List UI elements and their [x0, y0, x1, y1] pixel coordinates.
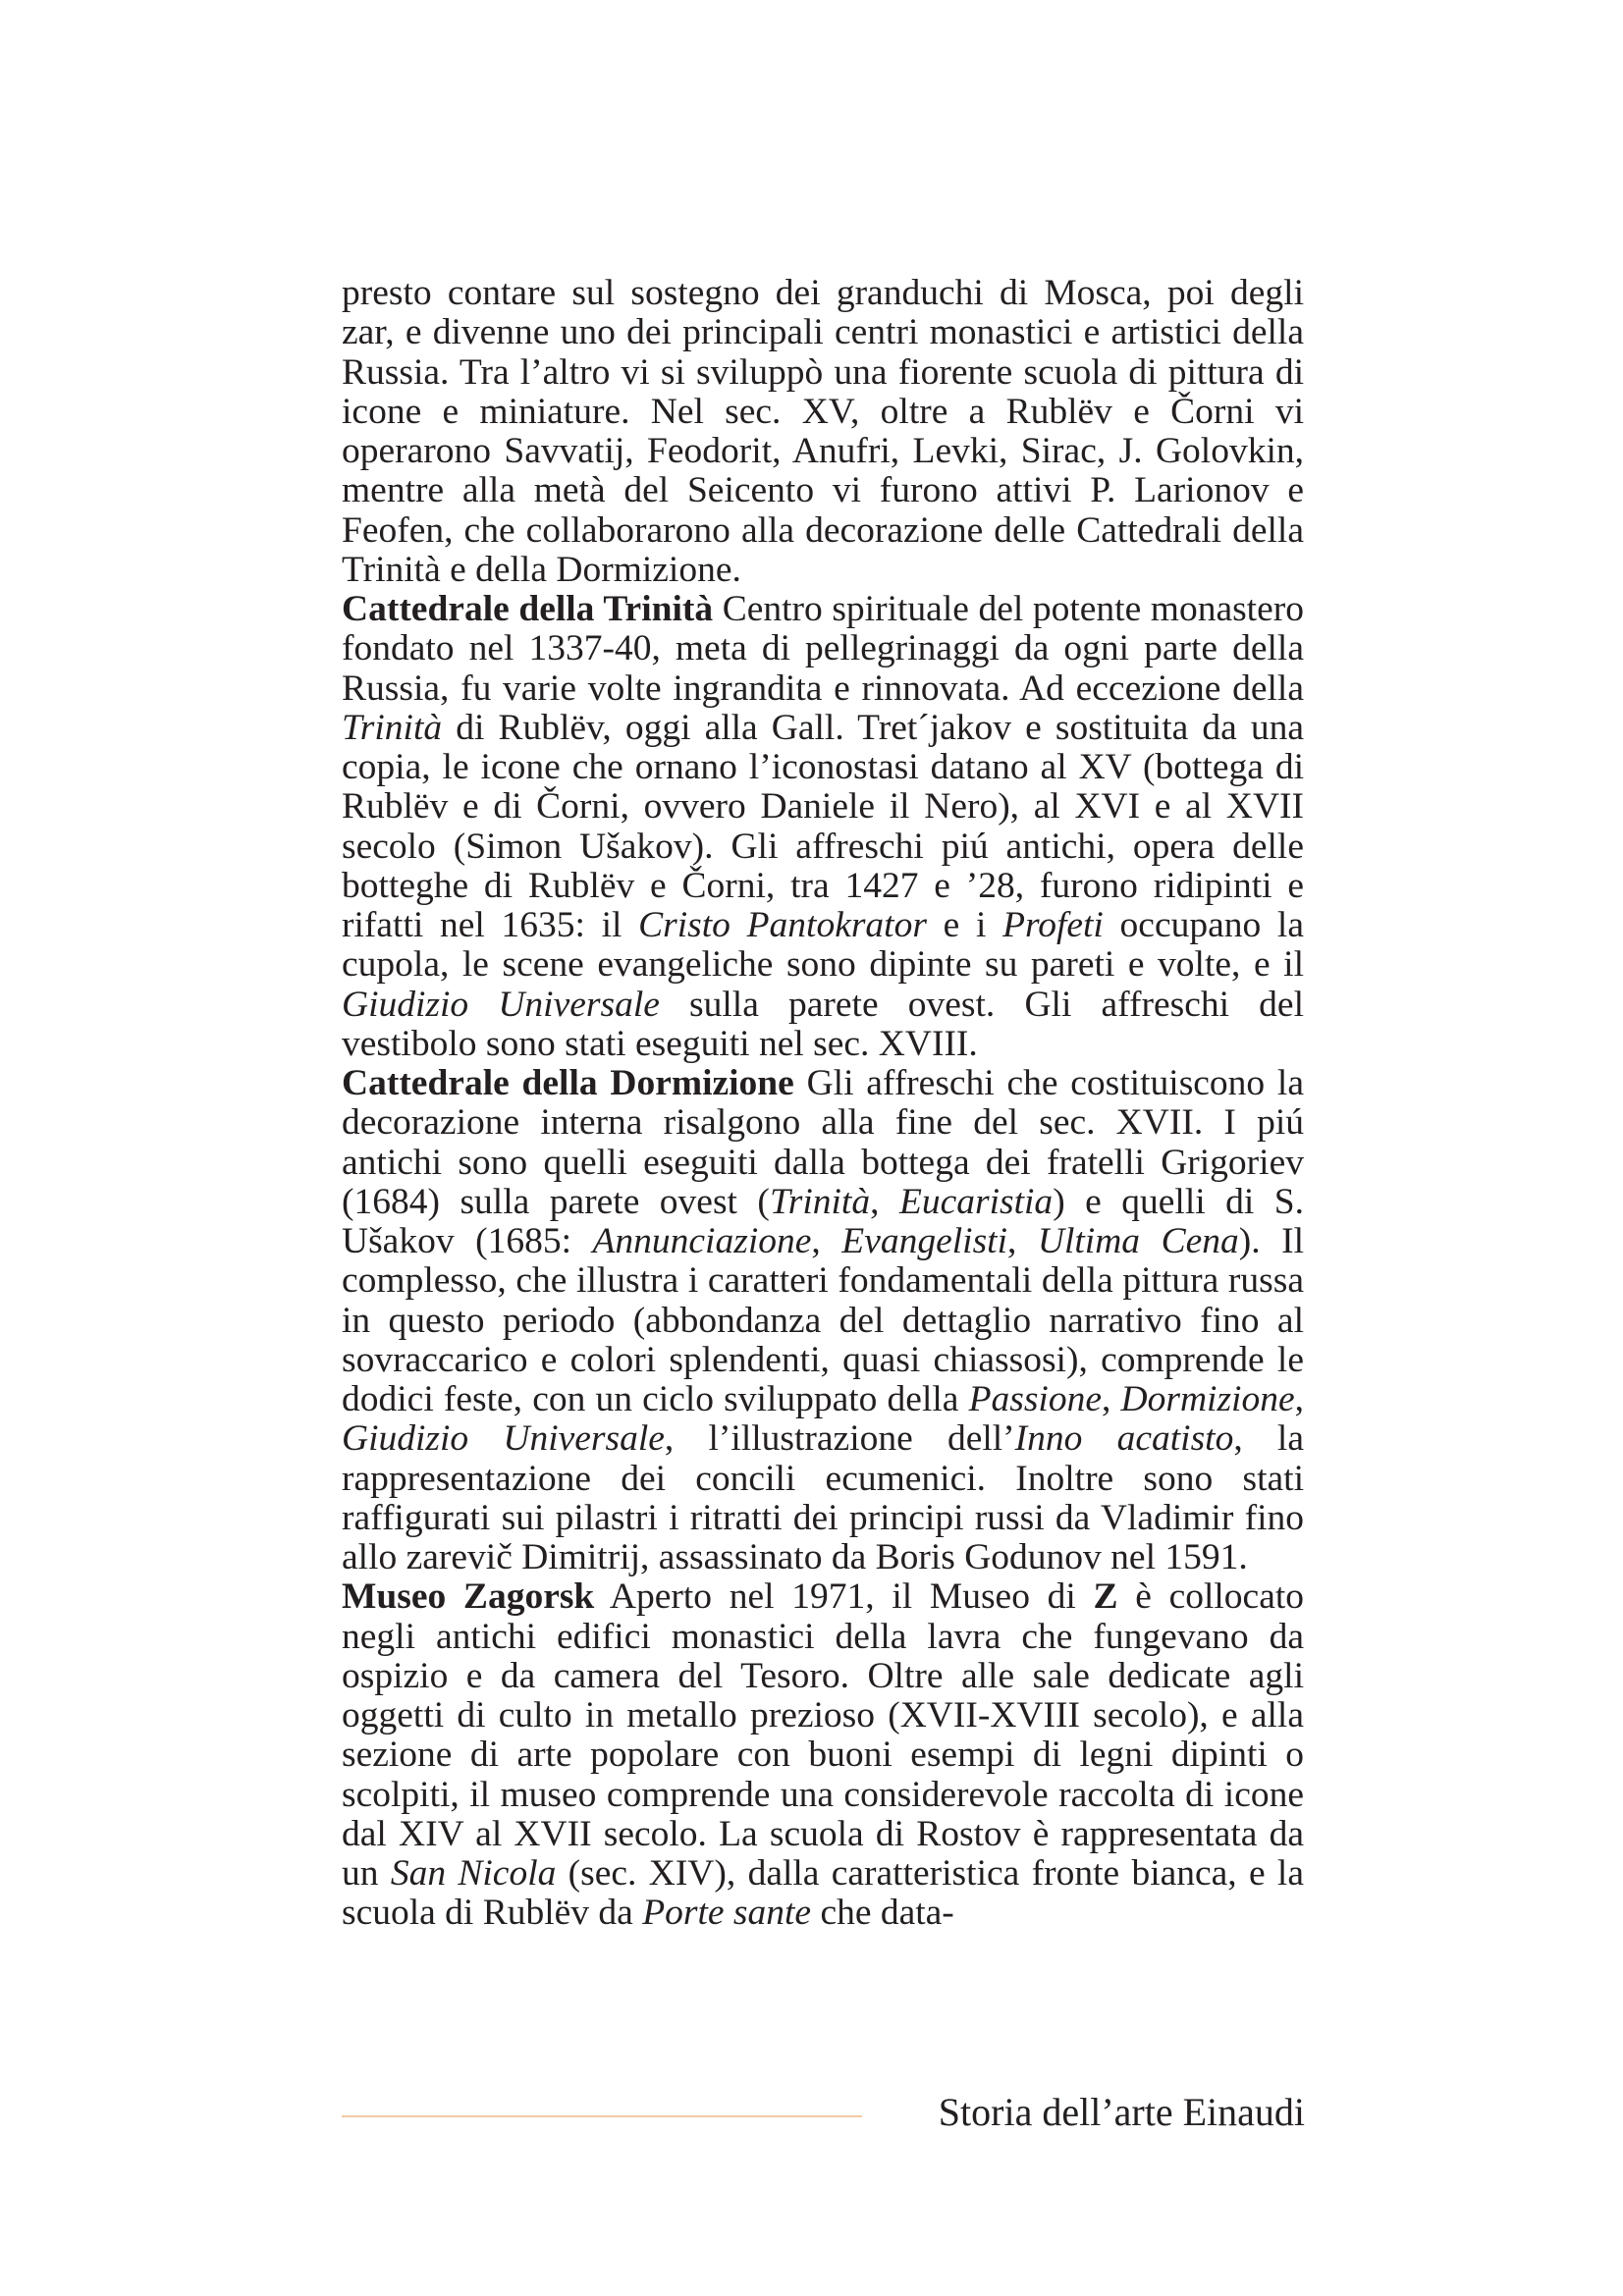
section-heading: Cattedrale della Dormizione — [342, 1063, 794, 1103]
text-run: , — [1007, 1221, 1038, 1261]
text-run: , la rappresentazione dei concili ecumenici. Inoltre sono stati raffigurati sui pilastri i ritratti dei principi russi da Vladimir fino allo zarevič Dimitrij, assassinato da Boris Godunov nel 1591. — [342, 1418, 1304, 1577]
italic-title: Evangelisti — [841, 1221, 1007, 1261]
italic-title: Eucaristia — [898, 1181, 1054, 1222]
paragraph — [342, 1064, 1304, 1577]
italic-title: San Nicola — [390, 1853, 557, 1894]
text-run: Aperto nel 1971, il Museo di — [594, 1576, 1094, 1618]
text-run: Centro spirituale del potente monastero fondato nel 1337-40, meta di pellegrinaggi da ogni parte della Russia, fu varie volte ingrandita e rinnovata. Ad eccezione della — [342, 589, 1304, 709]
text-run: , — [1102, 1379, 1121, 1419]
italic-title: Trinità — [769, 1181, 871, 1222]
text-run: e i — [926, 905, 1003, 945]
italic-title: Ultima Cena — [1037, 1221, 1239, 1261]
text-run: (sec. XIV), dalla caratteristica fronte bianca, e la scuola di Rublëv da — [342, 1853, 1304, 1934]
section-heading: Museo Zagorsk — [342, 1576, 595, 1618]
italic-title: Porte sante — [642, 1893, 812, 1934]
paragraph — [342, 274, 1304, 590]
text-run: , — [1294, 1379, 1304, 1419]
text-run: , — [870, 1181, 899, 1222]
text-run: occupano la cupola, le scene evangeliche sono dipinte su pareti e volte, e il — [342, 905, 1304, 986]
paragraph — [342, 590, 1304, 1064]
italic-title: Giudizio Universale — [342, 984, 660, 1025]
text-run: , l’illustrazione dell’ — [664, 1418, 1015, 1460]
text-run: di Rublëv, oggi alla Gall. Tret´jakov e sostituita da una copia, le icone che ornano l’iconostasi datano al XV (bottega di Rublëv e di Čorni, ovvero Daniele il Nero), al XVI e al XVII secolo (Simon Ušakov). Gli affreschi piú antichi, opera delle botteghe di Rublëv e Čorni, tra 1427 e ’28, furono ridipinti e rifatti nel 1635: il — [342, 707, 1304, 945]
italic-title: Giudizio Universale — [342, 1418, 665, 1460]
italic-title: Cristo Pantokrator — [638, 905, 927, 945]
italic-title: Annunciazione — [592, 1221, 812, 1261]
body-text — [342, 274, 1304, 1934]
italic-title: Profeti — [1002, 905, 1104, 945]
italic-title: Inno acatisto — [1014, 1418, 1234, 1460]
footer-title: Storia dell’arte Einaudi — [938, 2090, 1305, 2134]
section-heading: Cattedrale della Trinità — [342, 589, 714, 629]
footer-rule — [342, 2115, 862, 2117]
italic-title: Passione — [968, 1379, 1102, 1419]
text-run: che data- — [811, 1893, 954, 1934]
text-run: Gli affreschi che costituiscono la decorazione interna risalgono alla fine del sec. XVII. I piú antichi sono quelli eseguiti dalla bottega dei fratelli Grigoriev (1684) sulla parete ovest ( — [342, 1063, 1304, 1222]
italic-title: Dormizione — [1120, 1379, 1295, 1419]
paragraph — [342, 1577, 1304, 1933]
italic-title: Trinità — [342, 707, 443, 748]
text-run: ). Il complesso, che illustra i caratteri fondamentali della pittura russa in questo periodo (abbondanza del dettaglio narrativo fino al sovraccarico e colori splendenti, quasi chiassosi), comprende le dodici feste, con un ciclo sviluppato della — [342, 1221, 1305, 1419]
bold-text: Z — [1093, 1576, 1118, 1618]
text-run: presto contare sul sostegno dei granduchi di Mosca, poi degli zar, e divenne uno dei principali centri monastici e artistici della Russia. Tra l’altro vi si sviluppò una fiorente scuola di pittura di icone e miniature. Nel sec. XV, oltre a Rublëv e Čorni vi operarono Savvatij, Feodorit, Anufri, Levki, Sirac, J. Golovkin, mentre alla metà del Seicento vi furono attivi P. Larionov e Feofen, che collaborarono alla decorazione delle Cattedrali della Trinità e della Dormizione. — [342, 273, 1304, 590]
text-run: è collocato negli antichi edifici monastici della lavra che fungevano da ospizio e da camera del Tesoro. Oltre alle sale dedicate agli oggetti di culto in metallo prezioso (XVII-XVIII secolo), e alla sezione di arte popolare con buoni esempi di legni dipinti o scolpiti, il museo comprende una considerevole raccolta di icone dal XIV al XVII secolo. La scuola di Rostov è rappresentata da un — [342, 1576, 1305, 1894]
text-run: ) e quelli di S. Ušakov (1685: — [342, 1181, 1305, 1261]
text-run: , — [811, 1221, 842, 1261]
text-run: sulla parete ovest. Gli affreschi del vestibolo sono stati eseguiti nel sec. XVIII. — [342, 984, 1304, 1064]
